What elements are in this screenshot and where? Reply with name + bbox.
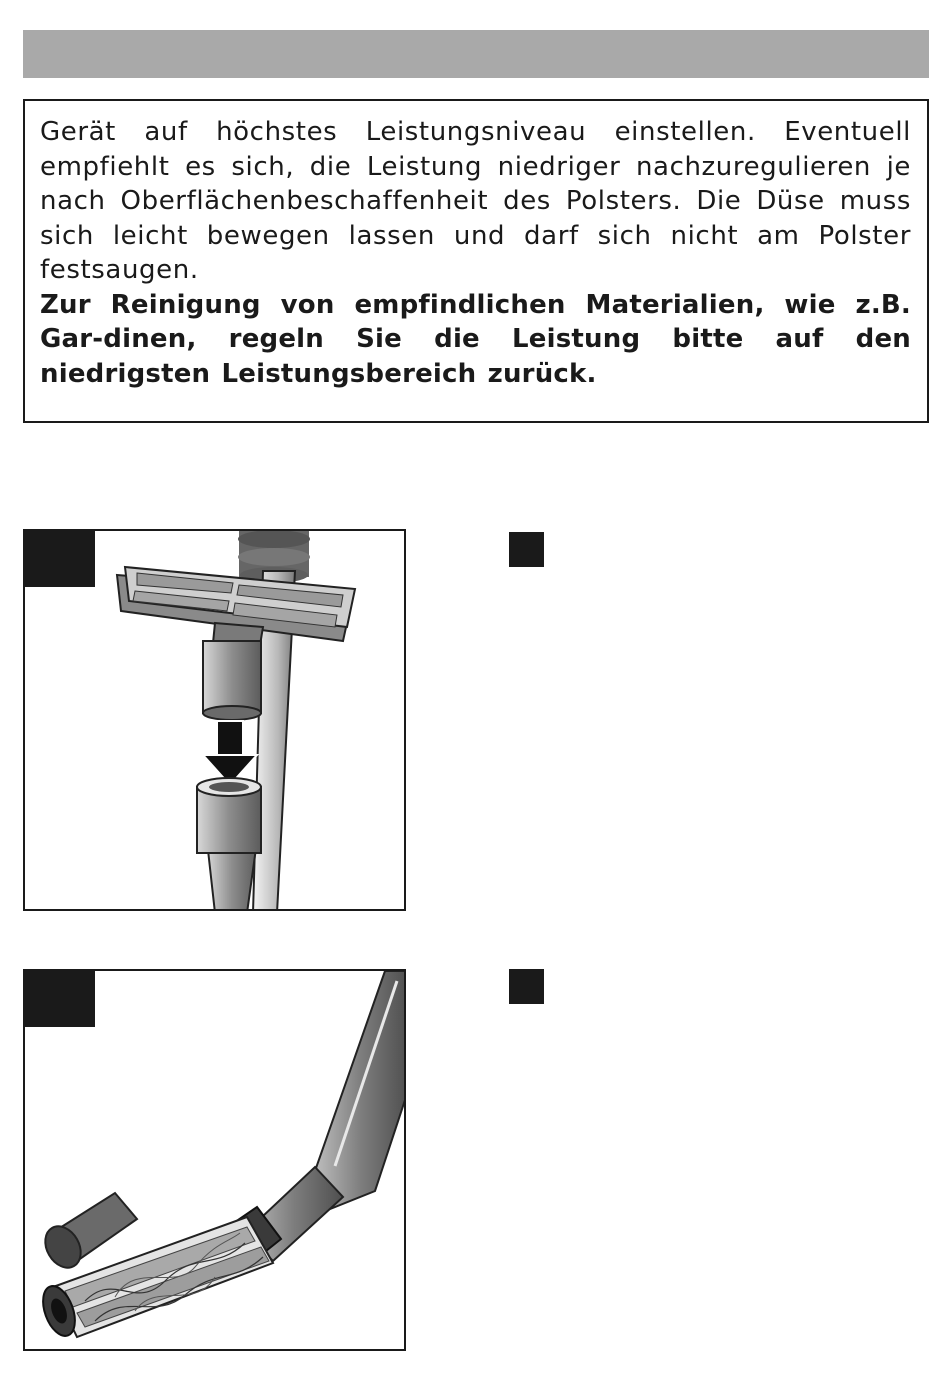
step-marker (509, 532, 544, 567)
figure-clean-upholstery (23, 969, 406, 1351)
section-header-bar (23, 30, 929, 78)
figure-number-tag (25, 971, 95, 1027)
step-marker (509, 969, 544, 1004)
upholstery-cleaning-illustration (25, 971, 406, 1351)
notice-box (23, 99, 929, 423)
notice-paragraph: Gerät auf höchstes Leistungsniveau einstellen. Eventuell empfiehlt es sich, die Leistung niedriger nachzuregulieren je nach Oberflächenbeschaffenheit des Polsters. Die Düse muss sich leicht bewegen lassen und darf sich nicht am Polster festsaugen. (40, 117, 911, 285)
figure-number-tag (25, 531, 95, 587)
upholstery-nozzle (117, 567, 355, 720)
nozzle-attach-illustration (25, 531, 406, 911)
pipe-socket (197, 778, 261, 911)
notice-warning: Zur Reinigung von empfindlichen Materialien, wie z.B. Gar-dinen, regeln Sie die Leistung bitte auf den niedrigsten Leistungsbereich zurück. (40, 289, 911, 389)
figure-attach-nozzle (23, 529, 406, 911)
down-arrow-icon (203, 721, 257, 785)
